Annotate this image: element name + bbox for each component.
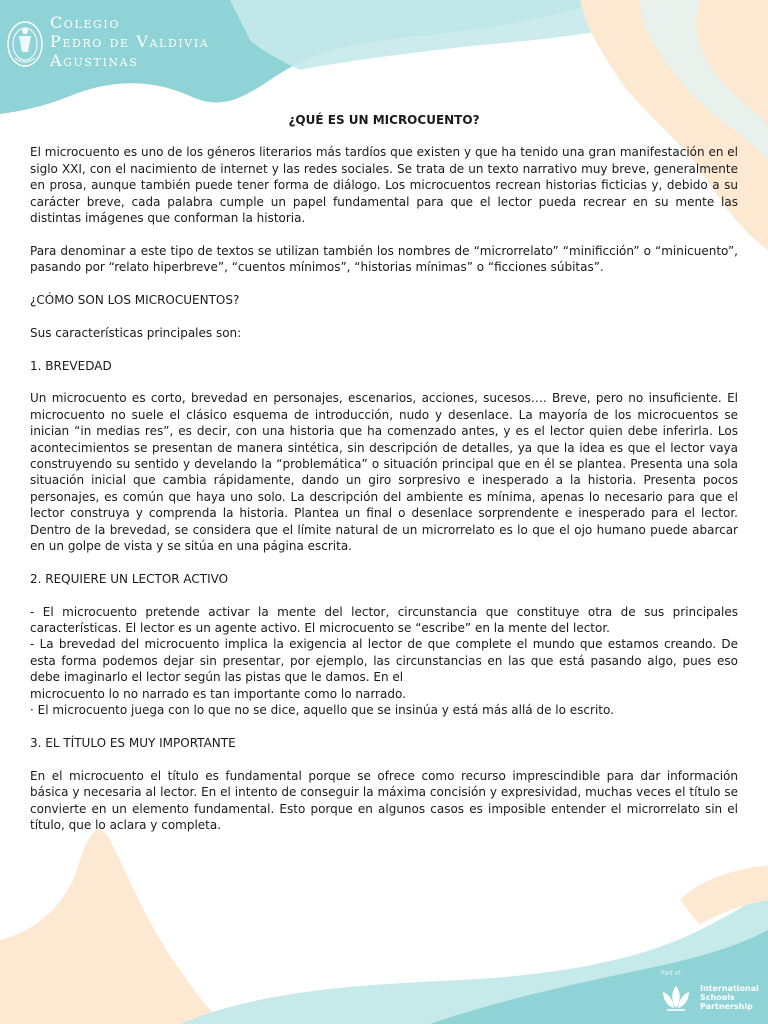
document-body: [30, 112, 738, 850]
isp-name-line1: International: [700, 984, 759, 993]
bullet-activar-mente: - El microcuento pretende activar la mente del lector, circunstancia que constituye otra de sus principales características. El lector es un agente activo. El microcuento se “escribe” en la mente del lector.: [30, 604, 738, 636]
bottom-left-peach-blob: [0, 830, 230, 1024]
paragraph-names: Para denominar a este tipo de textos se utilizan también los nombres de “microrrelato” “minificción” o “minicuento”, pasando por “relato hiperbreve”, “cuentos mínimos”, “historias mínimas” o “ficciones súbitas”.: [30, 243, 738, 275]
isp-name: [700, 984, 759, 1011]
paragraph-brevedad: Un microcuento es corto, brevedad en personajes, escenarios, acciones, sucesos…. Breve, pero no insuficiente. El microcuento no suele el clásico esquema de introducción, nudo y desenlace. La mayoría de los microcuentos se inician “in medias res”, es decir, con una historia que ha comenzado antes, y es el lector quien debe inferirla. Los acontecimientos se presentan de manera sintética, sin descripción de detalles, ya que la idea es que el lector vaya construyendo su sentido y develando la “problemática” o situación principal que en él se plantea. Presenta una sola situación inicial que cambia rápidamente, dando un giro sorpresivo e inesperado a la historia. Presenta pocos personajes, es común que haya uno solo. La descripción del ambiente es mínima, apenas lo necesario para que el lector construya y comprenda la historia. Plantea un final o desenlace sorprendente e inesperado para el lector. Dentro de la brevedad, se considera que el límite natural de un microrrelato es lo que el ojo humano puede abarcar en un golpe de vista y se sitúa en una página escrita.: [30, 391, 738, 554]
school-crest-icon: [6, 14, 44, 70]
leaf-logo-icon: [659, 982, 693, 1012]
school-name-line3: Agustinas: [50, 51, 139, 70]
bullet-brevedad-exigencia: - La brevedad del microcuento implica la exigencia al lector de que complete el mundo que estamos creando. De esta forma podemos dejar sin presentar, por ejemplo, las circunstancias en las que está pasando algo, pues eso debe imaginarlo el lector según las pistas que le damos. En el: [30, 637, 738, 685]
paragraph-titulo: En el microcuento el título es fundamental porque se ofrece como recurso imprescindible para dar información básica y necesaria al lector. En el intento de conseguir la máxima concisión y expresividad, muchas veces el título se convierte en un elemento fundamental. Esto porque en algunos casos es imposible entender el microrrelato sin el título, que lo aclara y completa.: [30, 768, 738, 832]
school-header: [0, 0, 300, 80]
isp-footer-logo: [656, 968, 766, 1024]
section-heading-brevedad: 1. BREVEDAD: [30, 358, 112, 373]
isp-name-line3: Partnership: [700, 1002, 753, 1011]
document-title: ¿QUÉ ES UN MICROCUENTO?: [288, 113, 480, 127]
school-name: [50, 13, 209, 70]
section-heading-lector-activo: 2. REQUIERE UN LECTOR ACTIVO: [30, 571, 229, 586]
school-name-line2: Pedro de Valdivia: [50, 32, 210, 51]
isp-name-line2: Schools: [700, 993, 735, 1002]
characteristics-intro: Sus características principales son:: [30, 325, 242, 340]
question-heading: ¿CÓMO SON LOS MICROCUENTOS?: [30, 293, 240, 308]
paragraph-intro: El microcuento es uno de los géneros literarios más tardíos que existen y que ha tenido una gran manifestación en el siglo XXI, con el nacimiento de internet y las redes sociales. Se trata de un texto narrativo muy breve, generalmente en prosa, aunque también puede tener forma de diálogo. Los microcuentos recrean historias ficticias y, debido a su carácter breve, cada palabra cumple un papel fundamental para que el lector pueda recrear en su mente las distintas imágenes que conforman la historia.: [30, 145, 738, 226]
school-name-line1: Colegio: [50, 13, 120, 32]
section-heading-titulo: 3. EL TÍTULO ES MUY IMPORTANTE: [30, 735, 236, 750]
bullet-no-dice: · El microcuento juega con lo que no se dice, aquello que se insinúa y está más allá de lo escrito.: [30, 703, 614, 718]
part-of-label: Part of: [661, 970, 681, 977]
bullet-brevedad-continuation: microcuento lo no narrado es tan importante como lo narrado.: [30, 686, 406, 701]
